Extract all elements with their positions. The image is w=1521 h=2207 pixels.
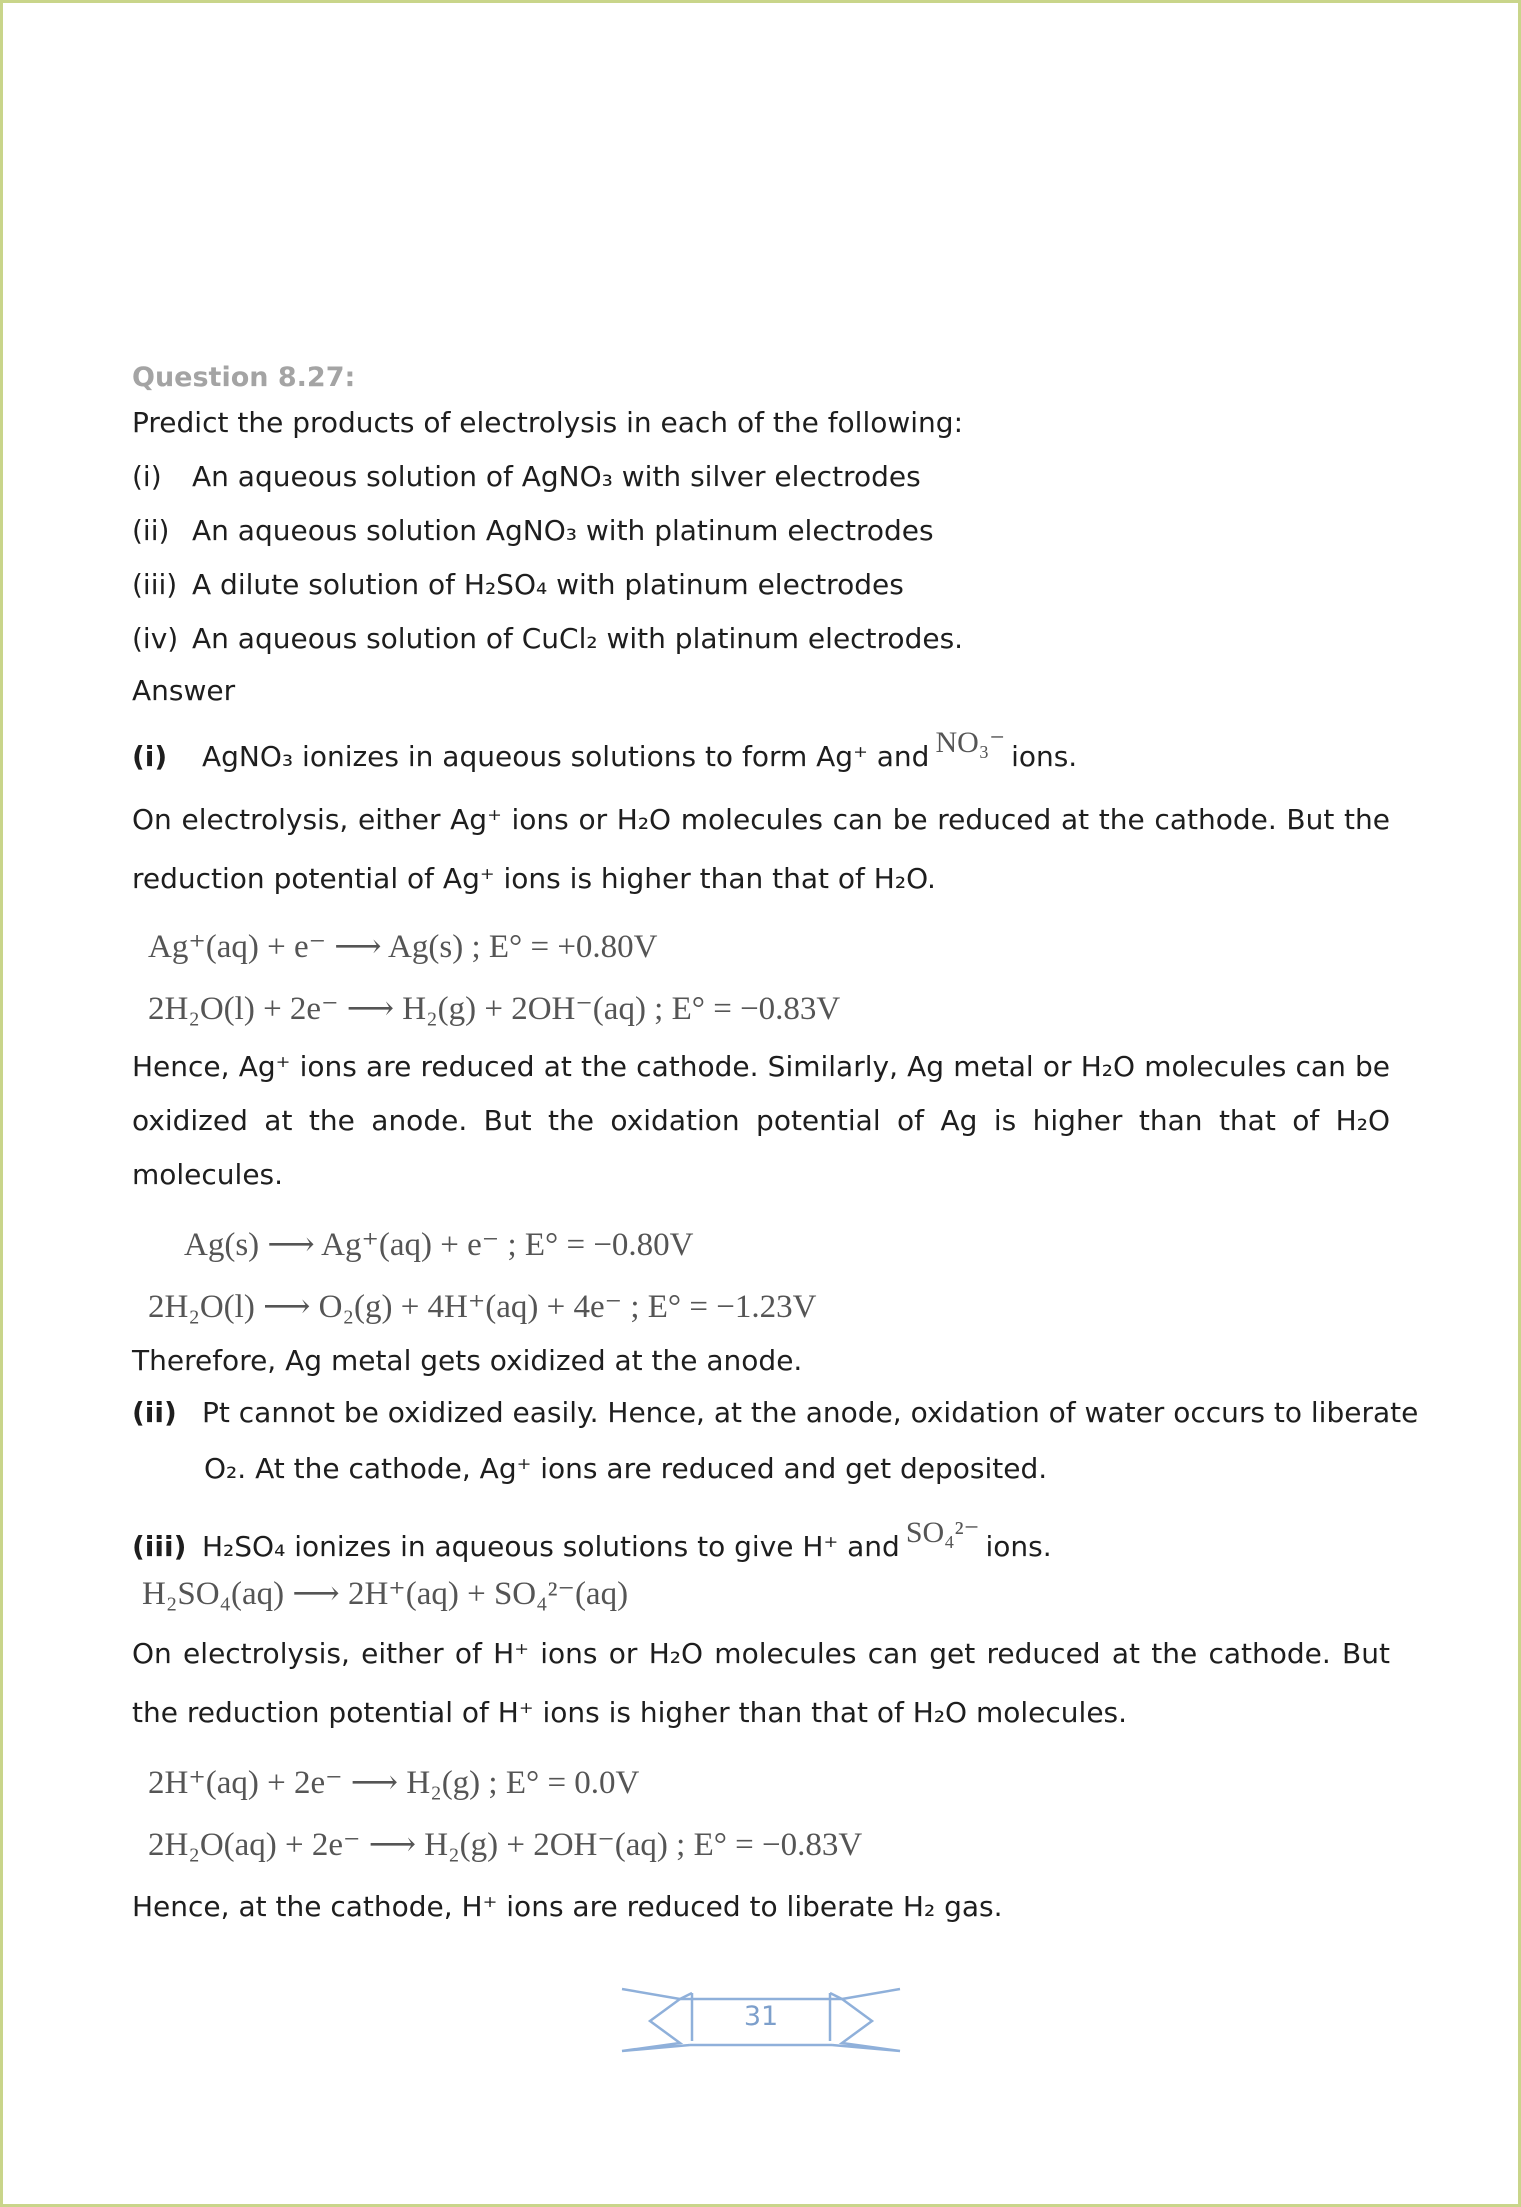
part-intro-end: ions. — [1011, 740, 1078, 773]
item-text: An aqueous solution of CuCl₂ with platinum electrodes. — [192, 622, 964, 655]
part-i-paragraph-1: On electrolysis, either Ag⁺ ions or H₂O molecules can be reduced at the cathode. But the reduction potential of Ag⁺ ions is higher than that of H₂O. — [132, 803, 1390, 895]
equation-block — [132, 1214, 1390, 1338]
sulfate-ion: SO₄²⁻ — [905, 1516, 980, 1549]
item-text: An aqueous solution AgNO₃ with platinum electrodes — [192, 514, 934, 547]
question-heading: Question 8.27: — [132, 362, 356, 393]
equation: 2H₂O(l) ⟶ O₂(g) + 4H⁺(aq) + 4e⁻ ; E° = −1.23V — [148, 1289, 817, 1325]
item-number: (i) — [132, 460, 162, 493]
part-intro-text: H₂SO₄ ionizes in aqueous solutions to give H⁺ and — [202, 1530, 900, 1563]
question-prompt: Predict the products of electrolysis in each of the following: — [132, 406, 964, 439]
item-number: (iv) — [132, 622, 179, 655]
page-number: 31 — [743, 2001, 779, 2032]
item-text: A dilute solution of H₂SO₄ with platinum electrodes — [192, 568, 904, 601]
question-item — [132, 620, 1390, 658]
equation: Ag(s) ⟶ Ag⁺(aq) + e⁻ ; E° = −0.80V — [184, 1227, 694, 1263]
equation: 2H₂O(l) + 2e⁻ ⟶ H₂(g) + 2OH⁻(aq) ; E° = −0.83V — [148, 991, 841, 1027]
item-number: (ii) — [132, 514, 170, 547]
part-number: (i) — [132, 740, 168, 773]
document-body — [132, 360, 1419, 1926]
item-number: (iii) — [132, 568, 178, 601]
item-text: An aqueous solution of AgNO₃ with silver electrodes — [192, 460, 921, 493]
equation: 2H₂O(aq) + 2e⁻ ⟶ H₂(g) + 2OH⁻(aq) ; E° = −0.83V — [148, 1827, 863, 1863]
answer-label: Answer — [132, 674, 236, 707]
equation-block — [132, 1752, 1390, 1876]
part-ii-text: Pt cannot be oxidized easily. Hence, at the anode, oxidation of water occurs to liberate — [202, 1396, 1419, 1429]
equation: H₂SO₄(aq) ⟶ 2H⁺(aq) + SO₄²⁻(aq) — [142, 1576, 629, 1612]
part-i-conclusion: Therefore, Ag metal gets oxidized at the anode. — [132, 1344, 803, 1377]
nitrate-ion: NO₃⁻ — [935, 726, 1006, 759]
part-intro-text: AgNO₃ ionizes in aqueous solutions to form Ag⁺ and — [202, 740, 930, 773]
equation: 2H⁺(aq) + 2e⁻ ⟶ H₂(g) ; E° = 0.0V — [148, 1765, 640, 1801]
part-iii-conclusion: Hence, at the cathode, H⁺ ions are reduced to liberate H₂ gas. — [132, 1890, 1003, 1923]
part-number: (iii) — [132, 1530, 187, 1563]
part-number: (ii) — [132, 1396, 177, 1429]
question-item — [132, 512, 1390, 550]
part-iii-paragraph: On electrolysis, either of H⁺ ions or H₂O molecules can get reduced at the cathode. But the reduction potential of H⁺ ions is higher than that of H₂O molecules. — [132, 1637, 1390, 1729]
question-item — [132, 566, 1390, 604]
part-i-paragraph-2: Hence, Ag⁺ ions are reduced at the cathode. Similarly, Ag metal or H₂O molecules can be oxidized at the anode. But the oxidation potential of Ag is higher than that of H₂O molecules. — [132, 1050, 1390, 1191]
equation: Ag⁺(aq) + e⁻ ⟶ Ag(s) ; E° = +0.80V — [148, 929, 658, 965]
equation-block — [132, 916, 1390, 1040]
part-i-intro — [132, 726, 1390, 776]
part-intro-end: ions. — [985, 1530, 1052, 1563]
page-footer — [620, 1985, 902, 2055]
part-ii-line-1 — [132, 1394, 1419, 1432]
part-iii-intro — [132, 1516, 1390, 1566]
question-item — [132, 458, 1390, 496]
part-ii-line-2: O₂. At the cathode, Ag⁺ ions are reduced and get deposited. — [204, 1452, 1048, 1485]
